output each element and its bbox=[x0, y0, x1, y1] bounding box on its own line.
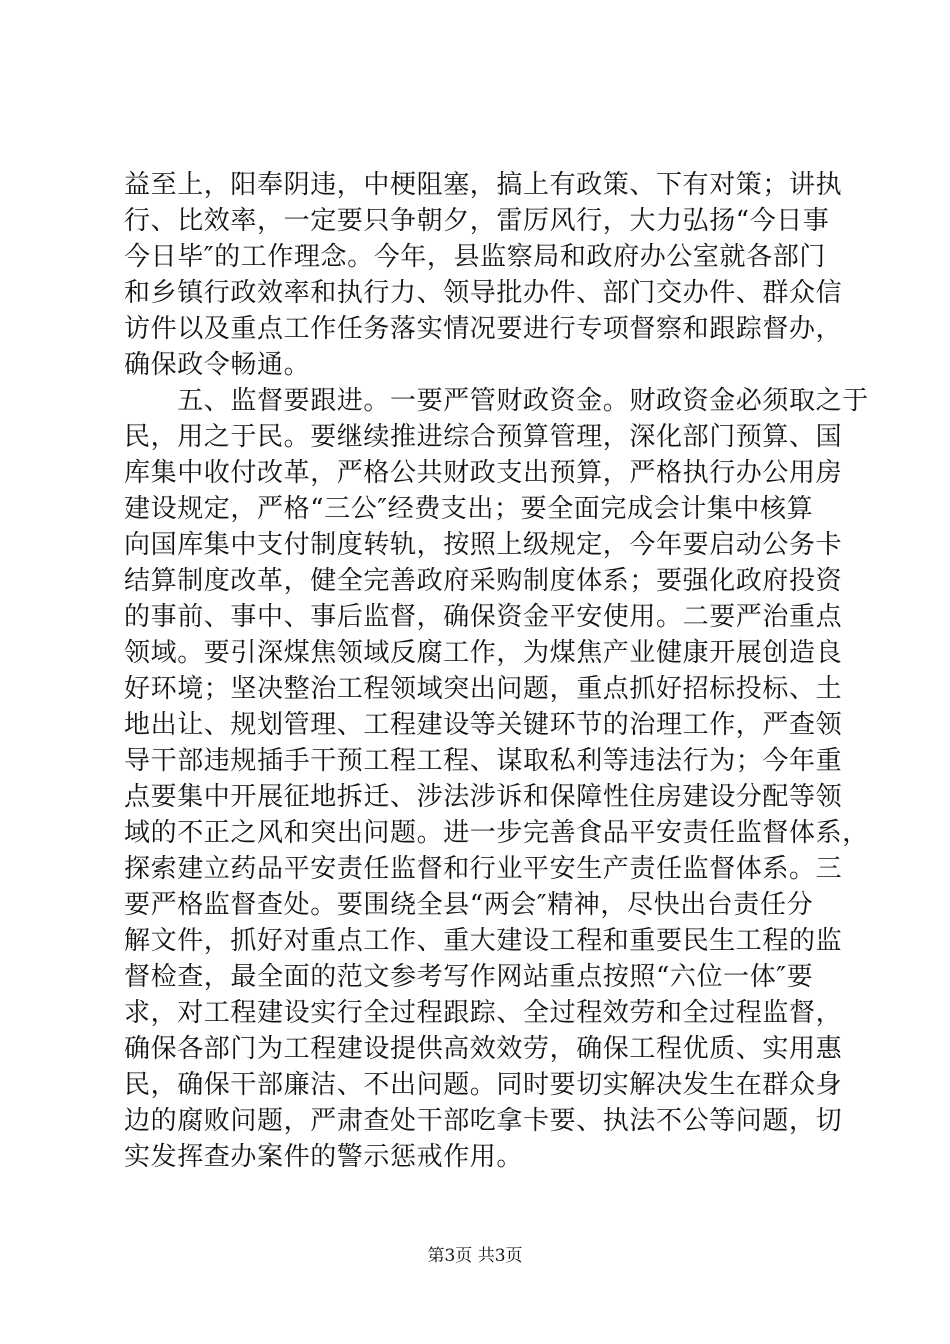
text-line: 今日毕″的工作理念。今年，县监察局和政府办公室就各部门 bbox=[124, 242, 826, 272]
page-number: 第3页 共3页 bbox=[427, 1246, 523, 1266]
text-line: 实发挥查办案件的警示惩戒作用。 bbox=[124, 1142, 524, 1172]
text-line: 访件以及重点工作任务落实情况要进行专项督察和跟踪督办， bbox=[124, 314, 843, 344]
text-line: 益至上，阳奉阴违，中梗阻塞，搞上有政策、下有对策；讲执 bbox=[124, 170, 843, 200]
text-line: 民，用之于民。要继续推进综合预算管理，深化部门预算、国 bbox=[124, 422, 843, 452]
text-line: 督检查，最全面的范文参考写作网站重点按照“六位一体″要 bbox=[124, 962, 814, 992]
page-footer bbox=[0, 1244, 950, 1268]
text-line: 和乡镇行政效率和执行力、领导批办件、部门交办件、群众信 bbox=[124, 278, 843, 308]
text-line: 结算制度改革，健全完善政府采购制度体系；要强化政府投资 bbox=[124, 566, 843, 596]
text-line: 库集中收付改革，严格公共财政支出预算，严格执行办公用房 bbox=[124, 458, 843, 488]
text-line: 民，确保干部廉洁、不出问题。同时要切实解决发生在群众身 bbox=[124, 1070, 843, 1100]
text-line: 五、监督要跟进。一要严管财政资金。财政资金必须取之于 bbox=[124, 386, 869, 416]
text-line: 建设规定，严格“三公″经费支出；要全面完成会计集中核算 bbox=[124, 494, 814, 524]
text-line: 行、比效率，一定要只争朝夕，雷厉风行，大力弘扬“今日事 bbox=[124, 206, 830, 236]
text-line: 求，对工程建设实行全过程跟踪、全过程效劳和全过程监督， bbox=[124, 998, 843, 1028]
text-line: 领域。要引深煤焦领域反腐工作，为煤焦产业健康开展创造良 bbox=[124, 638, 843, 668]
text-line: 地出让、规划管理、工程建设等关键环节的治理工作，严查领 bbox=[124, 710, 843, 740]
text-line: 确保各部门为工程建设提供高效效劳，确保工程优质、实用惠 bbox=[124, 1034, 843, 1064]
body-text bbox=[124, 167, 869, 1175]
text-line: 的事前、事中、事后监督，确保资金平安使用。二要严治重点 bbox=[124, 602, 843, 632]
text-line: 好环境；坚决整治工程领域突出问题，重点抓好招标投标、土 bbox=[124, 674, 843, 704]
text-line: 导干部违规插手干预工程工程、谋取私利等违法行为；今年重 bbox=[124, 746, 843, 776]
text-line: 确保政令畅通。 bbox=[124, 350, 311, 380]
text-line: 探索建立药品平安责任监督和行业平安生产责任监督体系。三 bbox=[124, 854, 843, 884]
text-line: 解文件，抓好对重点工作、重大建设工程和重要民生工程的监 bbox=[124, 926, 843, 956]
text-line: 向国库集中支付制度转轨，按照上级规定，今年要启动公务卡 bbox=[124, 530, 843, 560]
text-line: 域的不正之风和突出问题。进一步完善食品平安责任监督体系， bbox=[124, 818, 869, 848]
text-line: 要严格监督查处。要围绕全县“两会″精神，尽快出台责任分 bbox=[124, 890, 814, 920]
text-line: 边的腐败问题，严肃查处干部吃拿卡要、执法不公等问题，切 bbox=[124, 1106, 843, 1136]
text-line: 点要集中开展征地拆迁、涉法涉诉和保障性住房建设分配等领 bbox=[124, 782, 843, 812]
